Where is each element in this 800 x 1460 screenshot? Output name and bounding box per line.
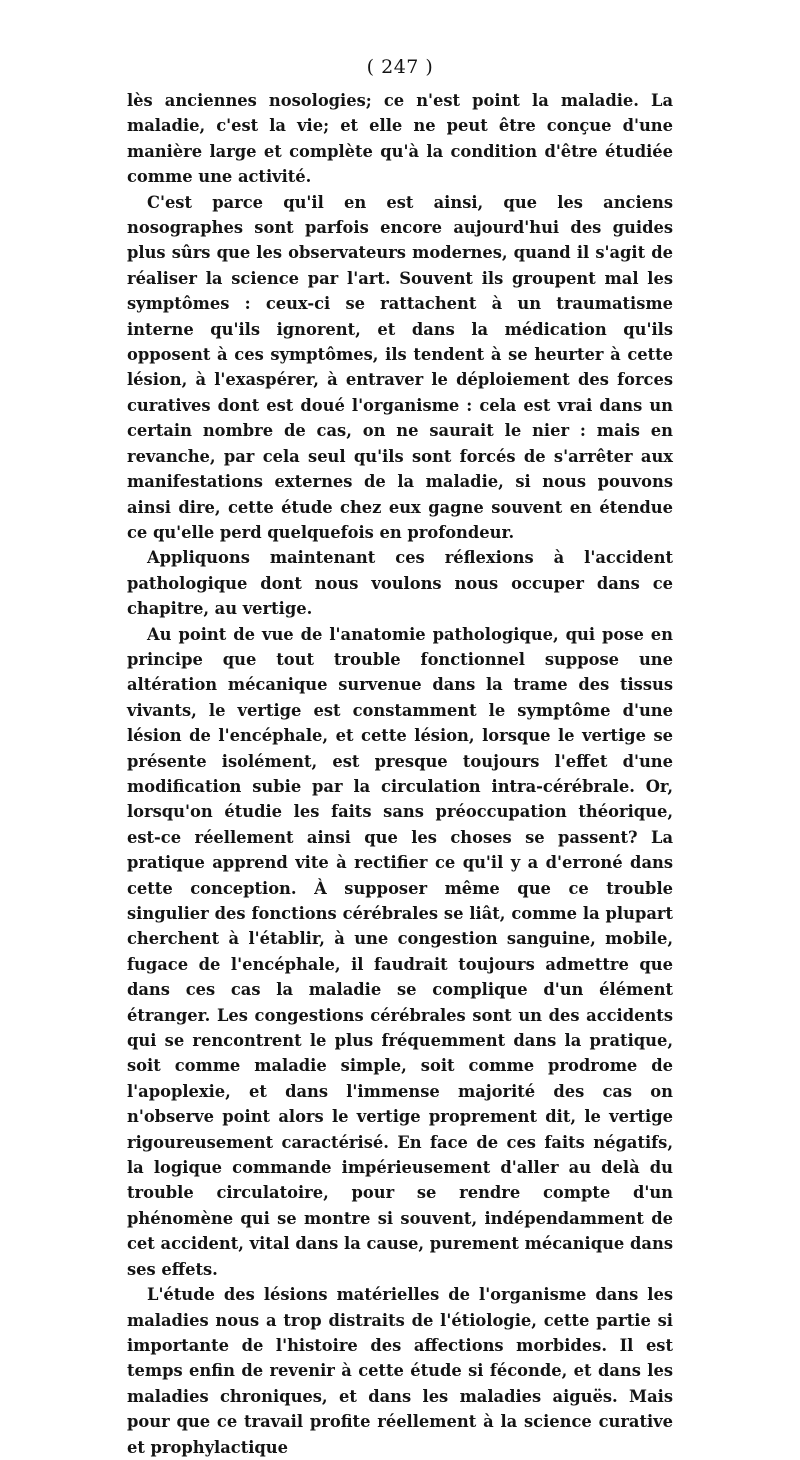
paragraph: L'étude des lésions matérielles de l'organisme dans les maladies nous a trop distraits de l'étiologie, cette partie si importante de l'histoire des affections morbides. Il est temps enfin de revenir à cette étude si féconde, et dans les maladies chroniques, et dans les maladies aiguës. Mais pour que ce travail profite réellement à la science curative et prophylactique: [127, 1285, 673, 1457]
paragraph: Appliquons maintenant ces réflexions à l'accident pathologique dont nous voulons nous occuper dans ce chapitre, au vertige.: [127, 548, 673, 619]
paragraph: lès anciennes nosologies; ce n'est point la maladie. La maladie, c'est la vie; et elle ne peut être conçue d'une manière large et complète qu'à la condition d'être étudiée comme une activité.: [127, 91, 673, 187]
body-text: [127, 88, 673, 1460]
page-number: ( 247 ): [366, 56, 434, 78]
paragraph: Au point de vue de l'anatomie pathologique, qui pose en principe que tout trouble fonctionnel suppose une altération mécanique survenue dans la trame des tissus vivants, le vertige est constamment le symptôme d'une lésion de l'encéphale, et cette lésion, lorsque le vertige se présente isolément, est presque toujours l'effet d'une modification subie par la circulation intra-cérébrale. Or, lorsqu'on étudie les faits sans préoccupation théorique, est-ce réellement ainsi que les choses se passent? La pratique apprend vite à rectifier ce qu'il y a d'erroné dans cette conception. À supposer même que ce trouble singulier des fonctions cérébrales se liât, comme la plupart cherchent à l'établir, à une congestion sanguine, mobile, fugace de l'encéphale, il faudrait toujours admettre que dans ces cas la maladie se complique d'un élément étranger. Les congestions cérébrales sont un des accidents qui se rencontrent le plus fréquemment dans la pratique, soit comme maladie simple, soit comme prodrome de l'apoplexie, et dans l'immense majorité des cas on n'observe point alors le vertige proprement dit, le vertige rigoureusement caractérisé. En face de ces faits négatifs, la logique commande impérieusement d'aller au delà du trouble circulatoire, pour se rendre compte d'un phénomène qui se montre si souvent, indépendamment de cet accident, vital dans la cause, purement mécanique dans ses effets.: [127, 624, 673, 1279]
paragraph: C'est parce qu'il en est ainsi, que les anciens nosographes sont parfois encore aujourd'hui des guides plus sûrs que les observateurs modernes, quand il s'agit de réaliser la science par l'art. Souvent ils groupent mal les symptômes : ceux-ci se rattachent à un traumatisme interne qu'ils ignorent, et dans la médication qu'ils opposent à ces symptômes, ils tendent à se heurter à cette lésion, à l'exaspérer, à entraver le déploiement des forces curatives dont est doué l'organisme : cela est vrai dans un certain nombre de cas, on ne saurait le nier : mais en revanche, par cela seul qu'ils sont forcés de s'arrêter aux manifestations externes de la maladie, si nous pouvons ainsi dire, cette étude chez eux gagne souvent en étendue ce qu'elle perd quelquefois en profondeur.: [127, 192, 673, 542]
